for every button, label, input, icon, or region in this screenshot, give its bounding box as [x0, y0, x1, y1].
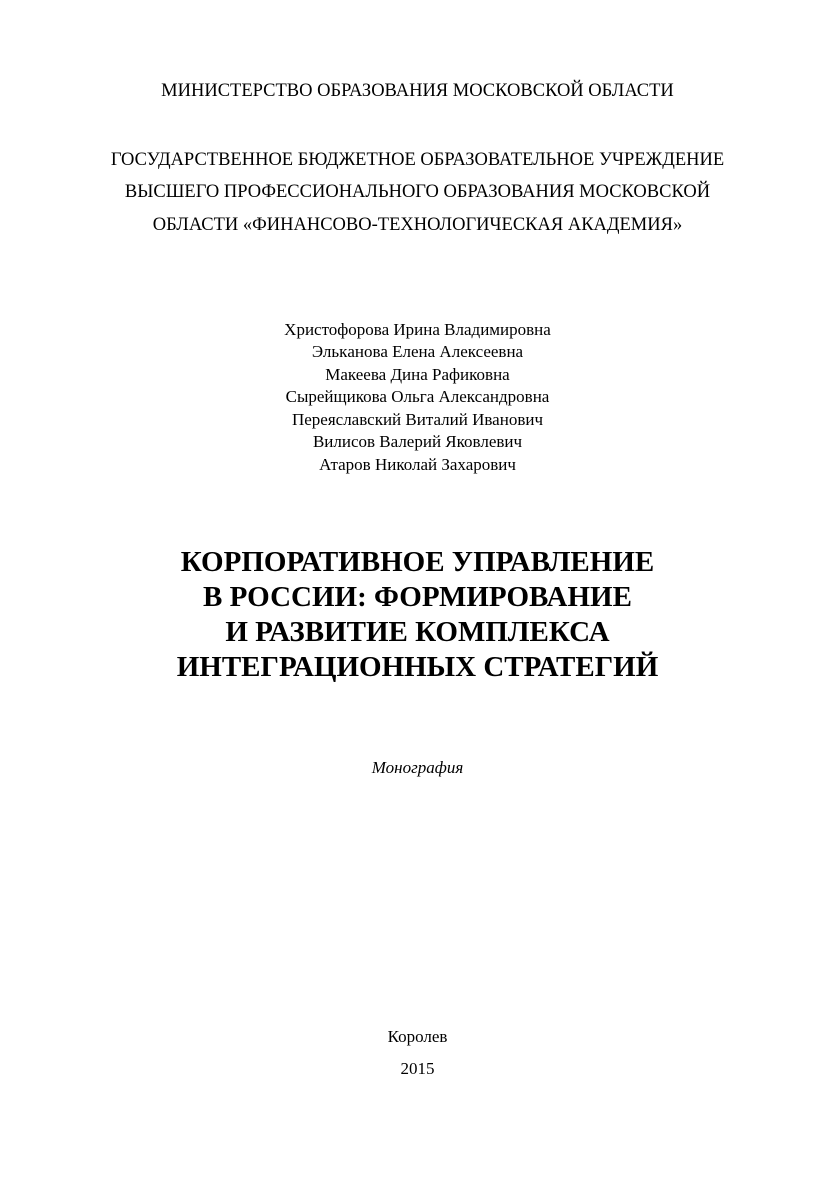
year: 2015 [400, 1059, 435, 1078]
author-name: Вилисов Валерий Яковлевич [312, 432, 523, 451]
author-name: Переяславский Виталий Иванович [291, 410, 544, 429]
city: Королев [387, 1027, 448, 1046]
ministry-heading: МИНИСТЕРСТВО ОБРАЗОВАНИЯ МОСКОВСКОЙ ОБЛАСТИ [161, 81, 674, 101]
institution-line: ГОСУДАРСТВЕННОЕ БЮДЖЕТНОЕ ОБРАЗОВАТЕЛЬНОЕ УЧРЕЖДЕНИЕ [110, 150, 725, 170]
book-title-line: И РАЗВИТИЕ КОМПЛЕКСА [225, 616, 610, 648]
book-title-line: ИНТЕГРАЦИОННЫХ СТРАТЕГИЙ [176, 651, 659, 683]
author-name: Сырейщикова Ольга Александровна [285, 387, 550, 406]
institution-line: ВЫСШЕГО ПРОФЕССИОНАЛЬНОГО ОБРАЗОВАНИЯ МОСКОВСКОЙ [124, 182, 711, 202]
institution-line: ОБЛАСТИ «ФИНАНСОВО-ТЕХНОЛОГИЧЕСКАЯ АКАДЕМИЯ» [152, 215, 683, 235]
author-name: Христофорова Ирина Владимировна [284, 320, 551, 339]
author-name: Элькaнова Елена Алексеевна [311, 342, 524, 361]
book-title-line: В РОССИИ: ФОРМИРОВАНИЕ [203, 581, 632, 613]
author-name: Атаров Николай Захарович [319, 455, 516, 474]
author-name: Макеева Дина Рафиковна [325, 365, 510, 384]
book-title-line: КОРПОРАТИВНОЕ УПРАВЛЕНИЕ [180, 546, 655, 578]
genre-label: Монография [371, 758, 464, 777]
